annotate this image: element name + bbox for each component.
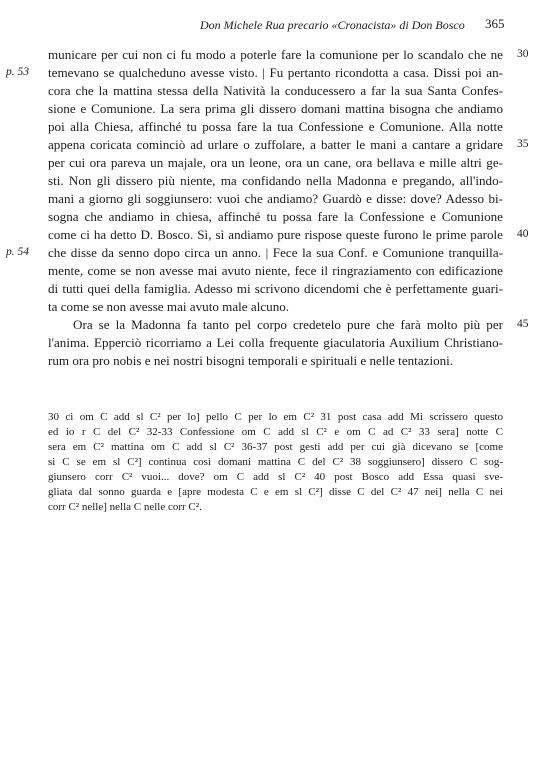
page-reference: p. 54: [6, 246, 29, 258]
text-line: sione e Comunione. La sera prima gli dissero domani mattina bisogna che andiamo: [48, 101, 503, 116]
text-line: sti. Non gli dissero più niente, ma confidando nella Madonna e pregando, all'indo-: [48, 173, 503, 188]
page-reference: p. 53: [6, 66, 29, 78]
text-line: poi alla Chiesa, affinché tu possa fare la tua Confessione e Comunione. Alla notte: [48, 119, 503, 134]
apparatus-line: gliata dal sonno guarda e [apre modesta C e em sl C²] disse C del C² 47 nei] nella C nei: [48, 486, 503, 498]
text-line: come ci ha detto D. Bosco. Sì, sì andiamo pure rispose queste furono le prime parole: [48, 227, 503, 242]
text-line: rum ora pro nobis e nei nostri bisogni temporali e spirituali e nelle tentazioni.: [48, 353, 454, 368]
line-number: 45: [517, 318, 529, 330]
text-line: municare per cui non ci fu modo a poterle fare la comunione per lo scandalo che ne: [48, 47, 503, 62]
apparatus-line: 30 ci om C add sl C² per lo] pello C per lo em C² 31 post casa add Mi scrissero questo: [48, 411, 503, 423]
apparatus-line: giunsero corr C² vuoi... dove? om C add sl C² 40 post Bosco add Essa quasi sve-: [48, 471, 503, 483]
text-line: ta come se non avesse mai avuto male alcuno.: [48, 299, 290, 314]
text-line: per cui ora pareva un majale, ora un leone, ora un cane, ora bellava e mille altri ge-: [48, 155, 503, 170]
apparatus-line: ed io r C del C² 32-33 Confessione om C add sl C² e om C ad C² 33 sera] notte C: [48, 426, 503, 438]
text-line: di tutti quei della famiglia. Adesso mi scrivono dicendomi che è perfettamente guari-: [48, 281, 503, 296]
text-line: temevano se qualcheduno avesse visto. | Fu pertanto ricondotta a casa. Dissi poi an-: [48, 65, 503, 80]
running-title: Don Michele Rua precario «Cronacista» di Don Bosco: [200, 18, 465, 32]
text-line: cora che la mattina stessa della Natività la conducessero a far la sua Santa Confes-: [48, 83, 503, 98]
text-line: l'anima. Epperciò ricorriamo a Lei colla frequente giaculatoria Auxilium Christiano-: [48, 335, 503, 350]
line-number: 40: [517, 228, 529, 240]
text-line: mente, come se non avesse mai avuto niente, fece il ringraziamento con edificazione: [48, 263, 503, 278]
line-number: 30: [517, 48, 529, 60]
line-number: 35: [517, 138, 529, 150]
text-line: mani a giorno gli soggiunsero: vuoi che andiamo? Guardò e disse: dove? Adesso bi-: [48, 191, 503, 206]
page-number: 365: [485, 16, 505, 31]
apparatus-line: si C se em sl C²] continua così domani mattina C del C² 38 soggiunsero] dissero C sog-: [48, 456, 503, 468]
text-line: Ora se la Madonna fa tanto pel corpo credetelo pure che farà molto più per: [73, 317, 503, 332]
text-line: appena coricata cominciò ad urlare o zuffolare, a batter le mani a cantare a gridare: [48, 137, 503, 152]
text-line: che disse da senno dopo circa un anno. | Fece la sua Conf. e Comunione tranquilla-: [48, 245, 503, 260]
apparatus-line: sera em C² mattina om C add sl C² 36-37 post gesti add per cui già dicevano se [come: [48, 441, 503, 453]
text-line: sogna che andiamo in chiesa, affinché tu possa fare la Confessione e Comunione: [48, 209, 503, 224]
apparatus-line: corr C² nelle] nella C nelle corr C².: [48, 501, 202, 513]
